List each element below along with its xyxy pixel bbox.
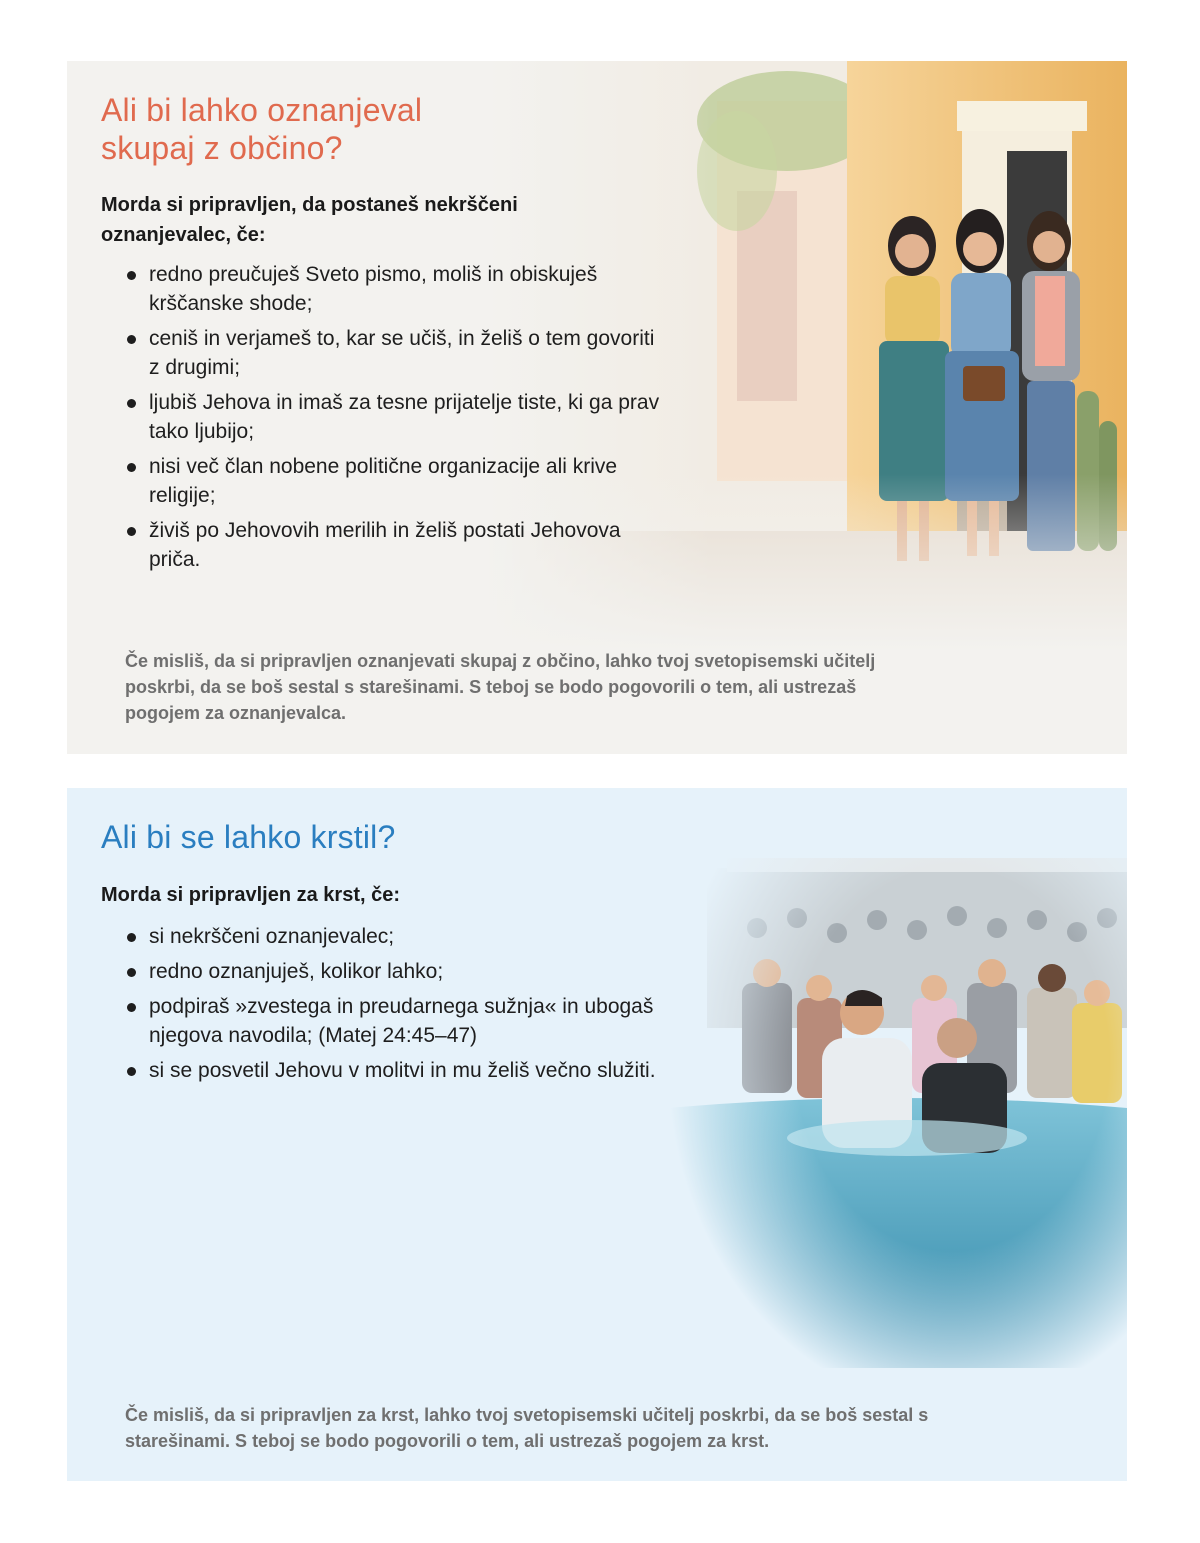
section-intro: Morda si pripravljen za krst, če: — [101, 884, 400, 906]
list-item: redno oznanjuješ, kolikor lahko; — [125, 957, 665, 986]
section-title: Ali bi se lahko krstil? — [101, 819, 396, 855]
list-item: živiš po Jehovovih merilih in želiš postati Jehovova priča. — [125, 516, 665, 574]
list-item: si nekrščeni oznanjevalec; — [125, 922, 665, 951]
section-footnote: Če misliš, da si pripravljen za krst, lahko tvoj svetopisemski učitelj poskrbi, da se boš sestal s starešinami. S teboj se bodo pogovorili o tem, ali ustrezaš pogojem za krst. — [125, 1405, 929, 1451]
section-footnote: Če misliš, da si pripravljen oznanjevati skupaj z občino, lahko tvoj svetopisemski učitelj poskrbi, da se boš sestal s starešinami. S teboj se bodo pogovorili o tem, ali ustrezaš pogojem za oznanjevalca. — [125, 651, 876, 723]
section-title: Ali bi lahko oznanjeval skupaj z občino? — [101, 92, 423, 166]
section-intro: Morda si pripravljen, da postaneš nekrščeni oznanjevalec, če: — [101, 194, 518, 246]
requirements-list — [125, 922, 665, 1091]
requirements-list — [125, 260, 665, 580]
baptism-illustration — [667, 808, 1127, 1368]
baptism-section — [67, 788, 1127, 1481]
list-item: si se posvetil Jehovu v molitvi in mu želiš večno služiti. — [125, 1056, 665, 1085]
list-item: ceniš in verjameš to, kar se učiš, in želiš o tem govoriti z drugimi; — [125, 324, 665, 382]
preaching-section — [67, 61, 1127, 754]
list-item: ljubiš Jehova in imaš za tesne prijatelje tiste, ki ga prav tako ljubijo; — [125, 388, 665, 446]
list-item: nisi več član nobene politične organizacije ali krive religije; — [125, 452, 665, 510]
list-item: podpiraš »zvestega in preudarnega sužnja« in ubogaš njegova navodila; (Matej 24:45–47) — [125, 992, 665, 1050]
list-item: redno preučuješ Sveto pismo, moliš in obiskuješ krščanske shode; — [125, 260, 665, 318]
